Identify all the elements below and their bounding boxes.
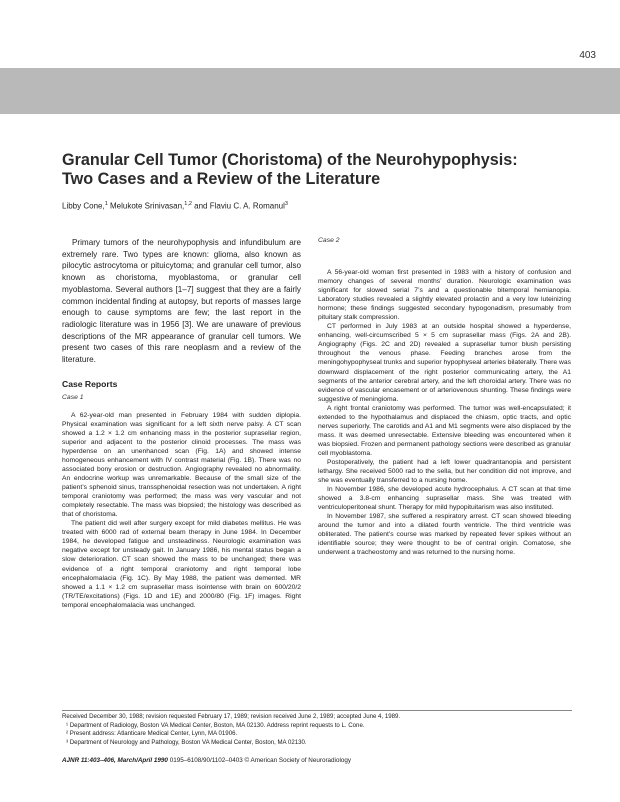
case-1-label: Case 1: [62, 393, 84, 401]
left-column: [62, 237, 301, 610]
footnote: ¹ Department of Radiology, Boston VA Medical Center, Boston, MA 02130. Address reprint requests to L. Cone.: [66, 721, 365, 729]
author-name: Libby Cone,: [62, 201, 105, 211]
introduction-paragraph: Primary tumors of the neurohypophysis and infundibulum are extremely rare. Two types are known: glioma, also known as pilocytic astrocytoma or pituicytoma; and granular cell tumor, also known as choristoma, myoblastoma, or granular cell myoblastoma. Several authors [1–7] suggest that they are a fairly common incidental finding at autopsy, but reports of masses large enough to cause symptoms are few; the last report in the radiologic literature was in 1956 [3]. We are unaware of previous descriptions of the MR appearance of granular cell tumors. We present two cases of this rare neoplasm and a review of the literature.: [62, 238, 301, 365]
author-name: Melukote Srinivasan,: [110, 201, 185, 211]
title-line: Granular Cell Tumor (Choristoma) of the Neurohypophysis:: [62, 151, 518, 169]
author-conjunction: and: [194, 201, 208, 211]
author-name: Flaviu C. A. Romanul: [209, 201, 285, 211]
title-line: Two Cases and a Review of the Literature: [62, 170, 381, 188]
journal-copyright: 0195–6108/90/1102–0403 © American Society of Neuroradiology: [169, 757, 351, 764]
header-band: [0, 68, 620, 114]
author-affiliation-mark: 3: [284, 201, 288, 207]
case-1-paragraph: The patient did well after surgery except for mild diabetes mellitus. He was treated with 6000 rad of external beam therapy in June 1984. In December 1984, he developed fatigue and unsteadiness. Neurologic examination was negative except for unsteady gait. In January 1986, his mental status began a slow deterioration. CT scan showed the mass to be unchanged; there was evidence of a right temporal craniotomy and right temporal lobe encephalomalacia (Fig. 1C). By May 1988, the patient was demented. MR showed a 1.1 × 1.2 cm suprasellar mass isointense with brain on 600/20/2 (TR/TE/excitations) (Figs. 1D and 1E) and 2000/80 (Fig. 1F) images. Right temporal encephalomalacia was unchanged.: [62, 520, 301, 609]
journal-citation: AJNR 11:403–406, March/April 1990: [62, 757, 168, 764]
case-2-paragraph: A right frontal craniotomy was performed. The tumor was well-encapsulated; it extended to the hypothalamus and displaced the chiasm, optic tracts, and optic nerves superiorly. The carotids and A1 and M1 segments were also displaced by the mass. It was deemed unresectable. Extensive bleeding was encountered when it was biopsied. Frozen and permanent pathology sections were described as granular cell myoblastoma.: [318, 404, 571, 457]
case-2-paragraph: In November 1986, she developed acute hydrocephalus. A CT scan at that time showed a 3.8-cm enhancing suprasellar mass. She was treated with ventriculoperitoneal shunt. Therapy for mild hypopituitarism was also instituted.: [318, 486, 571, 512]
footnote: ² Present address: Atlanticare Medical Center, Lynn, MA 01906.: [66, 730, 238, 738]
journal-citation-line: [62, 757, 351, 764]
case-1-paragraph: A 62-year-old man presented in February 1984 with sudden diplopia. Physical examination was significant for a left sixth nerve palsy. A CT scan showed a 1.2 × 1.2 cm enhancing mass in the posterior suprasellar region, superior and adjacent to the posterior clinoid processes. The mass was hyperdense on an unenhanced scan (Fig. 1A) and showed intense homogeneous enhancement with IV contrast material (Fig. 1B). There was no associated bony erosion or destruction. Angiography revealed no abnormality. An endocrine workup was unremarkable. Because of the small size of the patient’s sphenoid sinus, transsphenoidal resection was not undertaken. A right temporal craniotomy was performed; the mass was very vascular and not completely resectable. The mass was biopsied; the histology was described as that of choristoma.: [62, 411, 301, 519]
author-line: [62, 201, 288, 211]
case-2-paragraph: A 56-year-old woman first presented in 1983 with a history of confusion and memory changes of several months’ duration. Neurologic examination was significant for slowed serial 7’s and a questionable bitemporal hemianopia. Laboratory studies revealed a slightly elevated prolactin and a very low luteinizing hormone; these findings suggested secondary hypogonadism, presumably from pituitary stalk compression.: [318, 269, 571, 322]
article-title: [62, 151, 582, 189]
case-2-label: Case 2: [318, 237, 340, 244]
case-reports-heading: Case Reports: [62, 378, 118, 389]
author-affiliation-mark: 1,2: [184, 201, 192, 207]
footnotes: [62, 710, 572, 747]
footnote-received: Received December 30, 1988; revision requested February 17, 1989; revision received June 2, 1989; accepted June 4, 1989.: [62, 713, 401, 720]
footnote: ³ Department of Neurology and Pathology, Boston VA Medical Center, Boston, MA 02130.: [66, 738, 307, 746]
author-affiliation-mark: 1: [104, 201, 108, 207]
right-column: [318, 237, 571, 558]
case-2-paragraph: CT performed in July 1983 at an outside hospital showed a hyperdense, enhancing, well-circumscribed 5 × 5 cm suprasellar mass (Figs. 2A and 2B). Angiography (Figs. 2C and 2D) revealed a suprasellar tumor blush persisting throughout the venous phase. Feeding branches arose from the meningohypophyseal trunks and superior hypophyseal arteries bilaterally. There was downward displacement of the right posterior communicating artery, the A1 segments of the anterior cerebral artery, and the left choroidal artery. There was no evidence of vascular encasement or of arteriovenous shunting. These findings were suggestive of meningioma.: [318, 323, 571, 403]
page-number: 403: [579, 50, 596, 61]
case-2-paragraph: Postoperatively, the patient had a left lower quadrantanopia and persistent lethargy. She received 5000 rad to the sella, but her condition did not improve, and she was eventually transferred to a nursing home.: [318, 458, 571, 485]
case-2-paragraph: In November 1987, she suffered a respiratory arrest. CT scan showed bleeding around the tumor and into a dilated fourth ventricle. The third ventricle was obliterated. The patient’s course was marked by repeated fever spikes without an identifiable source; they were thought to be of central origin. Comatose, she underwent a tracheostomy and was returned to the nursing home.: [318, 513, 571, 557]
